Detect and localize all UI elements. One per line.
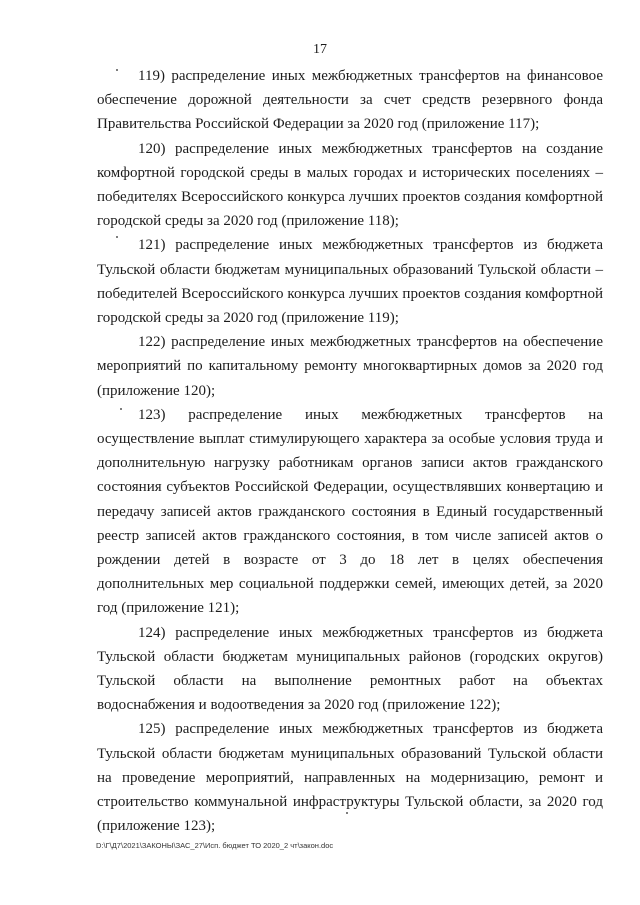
list-item-120: 120) распределение иных межбюджетных трансфертов на создание комфортной городской среды в малых городах и исторических поселениях – победителях Всероссийского конкурса лучших проектов создания комфортной городской среды за 2020 год (приложение 118);	[97, 140, 603, 230]
file-path-footer: D:\Г\Д7\2021\ЗАКОНЫ\ЗАС_27\Исп. бюджет ТО 2020_2 чт\закон.doc	[96, 841, 334, 850]
document-body	[97, 64, 603, 839]
scan-speck	[120, 408, 122, 410]
scan-speck	[116, 69, 118, 71]
scan-speck	[116, 236, 118, 238]
list-item-122: 122) распределение иных межбюджетных трансфертов на обеспечение мероприятий по капитальному ремонту многоквартирных домов за 2020 год (приложение 120);	[97, 334, 603, 399]
list-item-119: 119) распределение иных межбюджетных трансфертов на финансовое обеспечение дорожной деятельности за счет средств резервного фонда Правительства Российской Федерации за 2020 год (приложение 117);	[97, 68, 603, 133]
scan-speck	[346, 812, 348, 814]
list-item-121: 121) распределение иных межбюджетных трансфертов из бюджета Тульской области бюджетам муниципальных образований Тульской области – победителей Всероссийского конкурса лучших проектов создания комфортной городской среды за 2020 год (приложение 119);	[97, 237, 603, 327]
list-item-123: 123) распределение иных межбюджетных трансфертов на осуществление выплат стимулирующего характера за особые условия труда и дополнительную нагрузку работникам органов записи актов гражданского состояния субъектов Российской Федерации, осуществлявших конвертацию и передачу записей актов гражданского состояния в Единый государственный реестр записей актов гражданского состояния, в том числе записей актов о рождении детей в возрасте от 3 до 18 лет в целях обеспечения дополнительных мер социальной поддержки семей, имеющих детей, за 2020 год (приложение 121);	[97, 406, 603, 617]
list-item-125: 125) распределение иных межбюджетных трансфертов из бюджета Тульской области бюджетам муниципальных образований Тульской области на проведение мероприятий, направленных на модернизацию, ремонт и строительство коммунальной инфраструктуры Тульской области, за 2020 год (приложение 123);	[97, 721, 603, 835]
page-number: 17	[313, 42, 327, 57]
list-item-124: 124) распределение иных межбюджетных трансфертов из бюджета Тульской области бюджетам муниципальных районов (городских округов) Тульской области на выполнение ремонтных работ на объектах водоснабжения и водоотведения за 2020 год (приложение 122);	[97, 624, 603, 714]
